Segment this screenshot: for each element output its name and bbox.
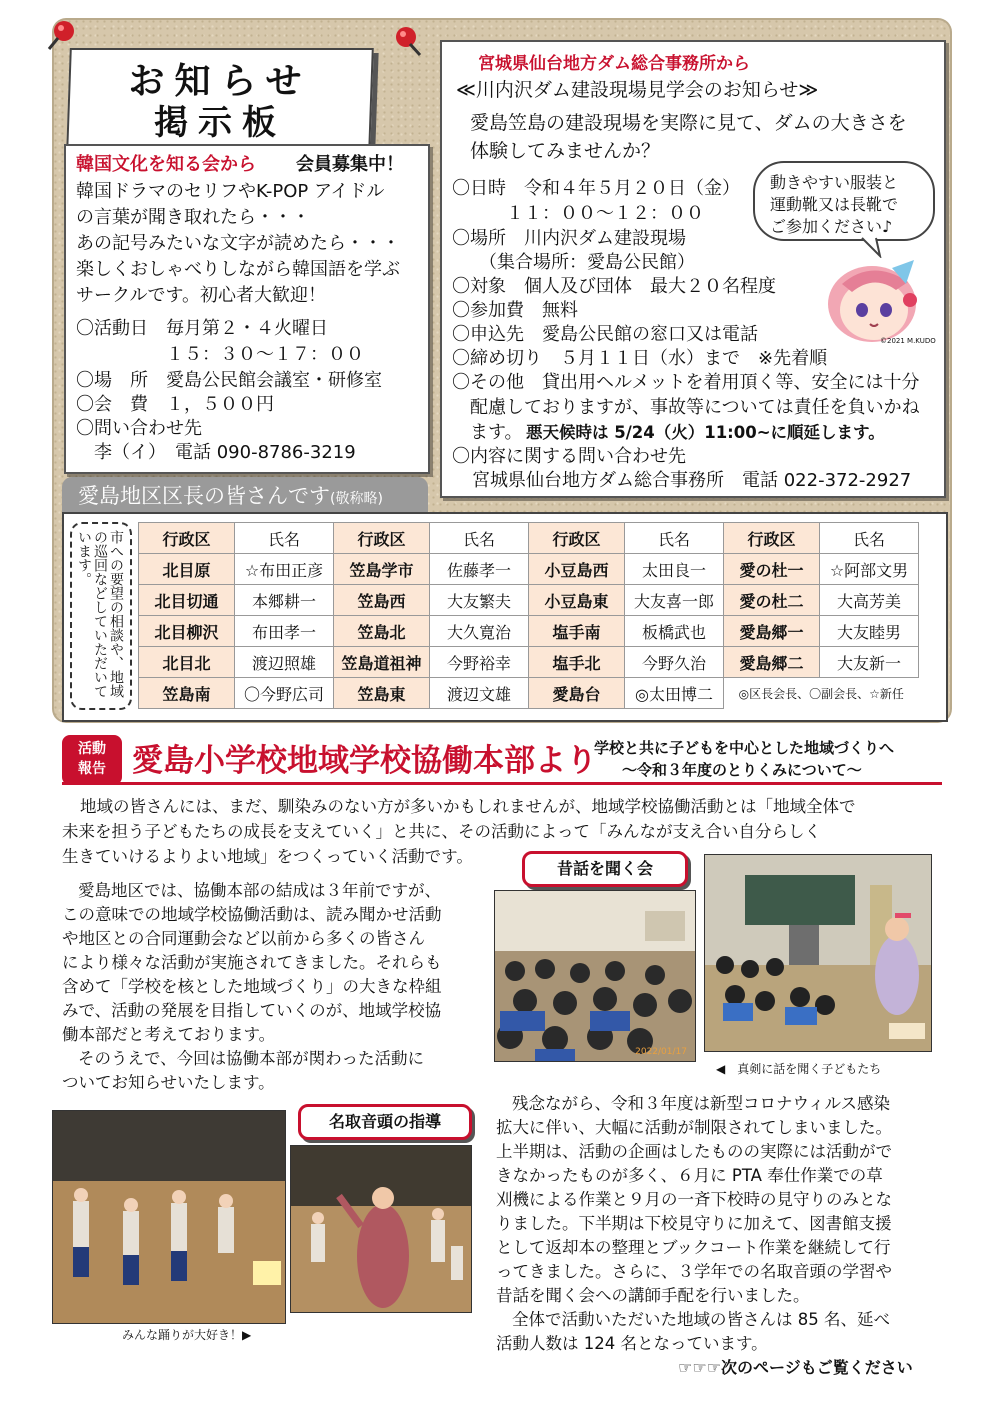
dam-detail: 〇申込先 愛島公民館の窓口又は電話: [452, 324, 758, 345]
para2-line: により様々な活動が実施されてきました。それらも: [62, 953, 442, 972]
column-header: 氏名: [235, 523, 334, 554]
para2-line: ついてお知らせいたします。: [62, 1073, 275, 1092]
dam-detail: 〇場所 川内沢ダム建設現場: [452, 228, 686, 249]
column-header: 氏名: [820, 523, 919, 554]
district-cell: 小豆島東: [529, 585, 625, 616]
dam-detail: （集合場所：愛島公民館）: [452, 252, 695, 273]
name-cell: 大久寛治: [430, 616, 529, 647]
district-cell: 愛島台: [529, 678, 625, 709]
name-cell: ☆阿部文男: [820, 554, 919, 585]
leaders-legend: ◎区長会長、〇副会長、☆新任: [738, 686, 904, 701]
dam-intro: 愛島笠島の建設現場を実際に見て、ダムの大きさを: [470, 112, 907, 134]
table-row: [139, 554, 919, 585]
district-cell: 笠島学市: [334, 554, 430, 585]
leaders-heading: 愛島地区区長の皆さんです: [78, 484, 330, 508]
district-cell: 笠島北: [334, 616, 430, 647]
dam-title: ≪川内沢ダム建設現場見学会のお知らせ≫: [456, 79, 819, 101]
table-row: [139, 647, 919, 678]
badge-line: 活動: [78, 741, 106, 757]
dam-detail: 〇日時 令和４年５月２０日（金）: [452, 178, 740, 199]
district-cell: 小豆島西: [529, 554, 625, 585]
district-cell: 北目原: [139, 554, 235, 585]
para2-line: そのうえで、今回は協働本部が関わった活動に: [78, 1049, 425, 1068]
para2-line: 働本部だと考えております。: [62, 1025, 276, 1044]
photo-caption-story: ◀ 真剣に話を聞く子どもたち: [716, 1062, 882, 1076]
para3-line: 拡大に伴い、大幅に活動が制限されてしまいました。: [496, 1118, 892, 1137]
name-cell: 〇今野広司: [235, 678, 334, 709]
name-cell: 今野久治: [625, 647, 724, 678]
photo-date: 2022/01/17: [635, 1047, 687, 1057]
district-cell: 北目切通: [139, 585, 235, 616]
korean-heading: 韓国文化を知る会から: [76, 154, 256, 175]
district-cell: 笠島道祖神: [334, 647, 430, 678]
push-pin-icon: [392, 24, 426, 58]
table-row: [139, 585, 919, 616]
name-cell: 太田良一: [625, 554, 724, 585]
para3-line: 全体で活動いただいた地域の皆さんは 85 名、延べ: [512, 1310, 890, 1329]
column-header: 行政区: [139, 523, 235, 554]
para2-line: 含めて「学校を核とした地域づくり」の大きな枠組: [62, 977, 442, 996]
para3-line: きなかったものが多く、６月に PTA 奉仕作業での草: [496, 1166, 883, 1185]
section-rule: [62, 782, 942, 785]
district-cell: 笠島東: [334, 678, 430, 709]
district-cell: 塩手北: [529, 647, 625, 678]
photo-story-audience: [494, 890, 696, 1062]
dam-detail: 〇その他 貸出用ヘルメットを着用頂く等、安全には十分: [452, 372, 920, 393]
mascot-character-icon: [822, 254, 926, 346]
korean-detail: 〇活動日 毎月第２・４火曜日: [76, 318, 328, 339]
name-cell: 佐藤孝一: [430, 554, 529, 585]
photo-storyteller: [704, 854, 932, 1052]
district-cell: 塩手南: [529, 616, 625, 647]
korean-detail: 〇問い合わせ先: [76, 418, 202, 439]
para2-line: 愛島地区では、協働本部の結成は３年前ですが、: [78, 881, 441, 900]
photo-dance-gym: [52, 1110, 286, 1324]
leaders-heading-tab: [62, 477, 428, 515]
name-cell: 布田孝一: [235, 616, 334, 647]
mascot-credit: ©2021 M.KUDO: [880, 337, 936, 345]
dam-contact: 宮城県仙台地方ダム総合事務所 電話 022-372-2927: [472, 470, 912, 491]
dam-postpone: 悪天候時は 5/24（火）11:00~に順延します。: [526, 423, 885, 442]
district-cell: 愛の杜一: [724, 554, 820, 585]
korean-line: の言葉が聞き取れたら・・・: [76, 207, 310, 228]
korean-detail: 〇会 費 １，５００円: [76, 394, 274, 415]
board-title: お知らせ: [128, 61, 312, 102]
column-header: 行政区: [529, 523, 625, 554]
name-cell: 今野裕幸: [430, 647, 529, 678]
dam-source: 宮城県仙台地方ダム総合事務所から: [478, 54, 750, 74]
dam-detail: 配慮しておりますが、事故等については責任を負いかね: [452, 397, 920, 418]
para1-line: 地域の皆さんには、まだ、馴染みのない方が多いかもしれませんが、地域学校協働活動とは「地域全体で: [80, 797, 856, 816]
name-cell: 渡辺照雄: [235, 647, 334, 678]
bubble-line: ご参加ください♪: [770, 217, 893, 236]
para2-line: や地区との合同運動会など以前から多くの皆さん: [62, 929, 425, 948]
board-subtitle: 掲示板: [154, 103, 286, 143]
name-cell: 本郷耕一: [235, 585, 334, 616]
district-cell: 愛島郷一: [724, 616, 820, 647]
column-header: 氏名: [430, 523, 529, 554]
name-cell: ◎太田博二: [625, 678, 724, 709]
table-row: [139, 678, 919, 709]
district-cell: 愛の杜二: [724, 585, 820, 616]
column-header: 氏名: [625, 523, 724, 554]
district-cell: 北目柳沢: [139, 616, 235, 647]
leaders-heading-note: (敬称略): [330, 491, 383, 507]
name-cell: 大友喜一郎: [625, 585, 724, 616]
column-header: 行政区: [724, 523, 820, 554]
dam-detail: ます。: [452, 422, 523, 443]
bubble-line: 動きやすい服装と: [770, 173, 899, 192]
korean-detail: １５：３０～１７：００: [76, 344, 364, 365]
korean-line: あの記号みたいな文字が読めたら・・・: [76, 233, 400, 254]
photo-dance-instructor: [290, 1145, 472, 1313]
name-cell: 渡辺文雄: [430, 678, 529, 709]
district-cell: 愛島郷二: [724, 647, 820, 678]
photo-caption-dance: みんな踊りが大好き！▶: [122, 1328, 252, 1342]
dam-detail: 〇対象 個人及び団体 最大２０名程度: [452, 276, 776, 297]
para3-line: 上半期は、活動の企画はしたものの実際には活動がで: [496, 1142, 892, 1161]
dam-detail: 〇締め切り ５月１１日（水）まで ※先着順: [452, 348, 828, 369]
activity-title: 愛島小学校地域学校協働本部より: [132, 743, 597, 779]
dam-contact-label: 〇内容に関する問い合わせ先: [452, 446, 686, 467]
bubble-line: 運動靴又は長靴で: [770, 195, 899, 214]
table-header-row: [139, 523, 919, 554]
dam-detail: 〇参加費 無料: [452, 300, 578, 321]
name-cell: 大友新一: [820, 647, 919, 678]
district-cell: 笠島南: [139, 678, 235, 709]
para1-line: 未来を担う子どもたちの成長を支えていく」と共に、その活動によって「みんなが支え合い自分らしく: [62, 822, 821, 841]
korean-line: 楽しくおしゃべりしながら韓国語を学ぶ: [76, 259, 400, 280]
leaders-table: [138, 522, 919, 709]
table-row: [139, 616, 919, 647]
para3-line: りました。下半期は下校見守りに加えて、図書館支援: [496, 1214, 892, 1233]
column-header: 行政区: [334, 523, 430, 554]
badge-line: 報告: [78, 761, 106, 777]
korean-recruit: 会員募集中！: [296, 154, 404, 175]
name-cell: 大友睦男: [820, 616, 919, 647]
activity-subtitle: 学校と共に子どもを中心とした地域づくりへ: [594, 739, 895, 757]
para2-line: この意味での地域学校協働活動は、読み聞かせ活動: [62, 905, 442, 924]
korean-detail: 〇場 所 愛島公民館会議室・研修室: [76, 370, 382, 391]
korean-line: サークルです。初心者大歓迎！: [76, 285, 327, 306]
para3-line: 昔話を聞く会への講師手配を行いました。: [496, 1286, 810, 1305]
name-cell: 大高芳美: [820, 585, 919, 616]
para3-line: 刈機による作業と９月の一斉下校時の見守りのみとな: [496, 1190, 892, 1209]
push-pin-icon: [44, 18, 78, 52]
district-cell: 笠島西: [334, 585, 430, 616]
district-cell: 北目北: [139, 647, 235, 678]
dam-intro: 体験してみませんか？: [470, 140, 661, 162]
name-cell: 板橋武也: [625, 616, 724, 647]
para3-line: 残念ながら、令和３年度は新型コロナウィルス感染: [512, 1094, 891, 1113]
name-cell: 大友繁夫: [430, 585, 529, 616]
leaders-side-note: 市への要望の相談や、地域の巡回などしていただいています。: [70, 522, 132, 710]
korean-detail: 李（イ） 電話 090-8786-3219: [76, 442, 356, 463]
para3-line: ってきました。さらに、３学年での名取音頭の学習や: [496, 1262, 892, 1281]
caption-story-label: 昔話を聞く会: [522, 851, 688, 887]
para1-line: 生きていけるよりよい地域」をつくっていく活動です。: [62, 847, 473, 866]
dam-detail: １１：００～１２：００: [452, 203, 704, 224]
next-page-note: ☞☞☞次のページもご覧ください: [678, 1358, 913, 1377]
korean-line: 韓国ドラマのセリフやK-POP アイドル: [76, 181, 385, 202]
para2-line: みで、活動の発展を目指していくのが、地域学校協: [62, 1001, 442, 1020]
caption-dance-label: 名取音頭の指導: [298, 1104, 472, 1140]
para3-line: として返却本の整理とブックコート作業を継続して行: [496, 1238, 891, 1257]
activity-subtitle: ～令和３年度のとりくみについて～: [622, 761, 862, 779]
name-cell: ☆布田正彦: [235, 554, 334, 585]
activity-badge: [62, 735, 122, 785]
para3-line: 活動人数は 124 名となっています。: [496, 1334, 768, 1353]
